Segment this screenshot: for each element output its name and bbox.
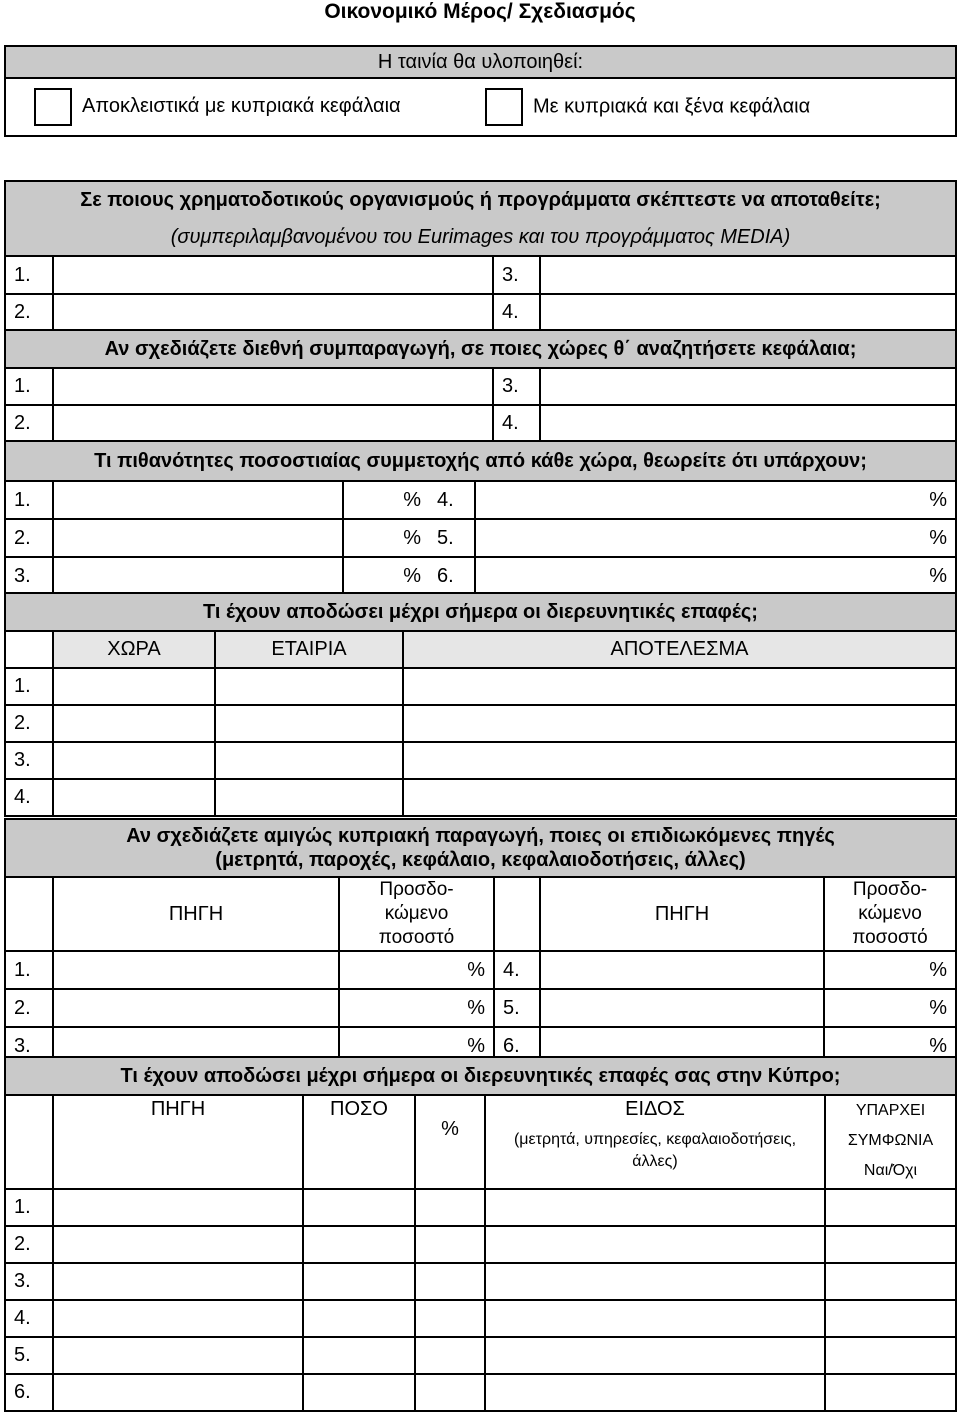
contacts-header-result: ΑΠΟΤΕΛΕΣΜΑ [403, 631, 956, 668]
pct-field-1[interactable] [53, 481, 343, 519]
sources-header-num-right [494, 877, 540, 951]
pct-num-1: 1. [5, 481, 53, 519]
cyprus-source-4[interactable] [53, 1300, 303, 1337]
contacts-result-1[interactable] [403, 668, 956, 705]
contacts-header-country: ΧΩΡΑ [53, 631, 215, 668]
pct-num-2: 2. [5, 519, 53, 557]
sources-num-2: 2. [5, 989, 53, 1027]
funding-table [4, 45, 957, 137]
cyprus-type-6[interactable] [485, 1374, 825, 1411]
sources-pct-2[interactable] [339, 989, 494, 1027]
cyprus-contacts-table [4, 1056, 957, 1412]
cyprus-header-agreement-2: ΣΥΜΦΩΝΙΑ [847, 1132, 934, 1149]
organisations-question: Σε ποιους χρηματοδοτικούς οργανισμούς ή προγράμματα σκέπτεστε να αποταθείτε; [5, 181, 956, 219]
contacts-header-num [5, 631, 53, 668]
cyprus-pct-1[interactable] [415, 1189, 485, 1226]
contacts-country-2[interactable] [53, 705, 215, 742]
cyprus-type-4[interactable] [485, 1300, 825, 1337]
sources-num-1: 1. [5, 951, 53, 989]
cyprus-num-5: 5. [5, 1337, 53, 1374]
pct-field-6[interactable] [475, 557, 956, 595]
cyprus-amount-1[interactable] [303, 1189, 415, 1226]
cyprus-amount-3[interactable] [303, 1263, 415, 1300]
cyprus-type-1[interactable] [485, 1189, 825, 1226]
sources-source-2[interactable] [53, 989, 339, 1027]
contacts-country-1[interactable] [53, 668, 215, 705]
sources-pct-sign-2: % [467, 996, 485, 1019]
pct-sign-6: % [929, 564, 947, 587]
pct-field-5[interactable] [475, 519, 956, 557]
coprod-num-4: 4. [493, 405, 540, 441]
cyprus-header-agreement-1: ΥΠΑΡΧΕΙ [855, 1102, 926, 1119]
pct-sign-2: % [343, 519, 429, 557]
contacts-company-2[interactable] [215, 705, 403, 742]
sources-pct-sign-6: % [929, 1034, 947, 1057]
cyprus-header-type-label: ΕΙΔΟΣ [625, 1098, 685, 1120]
sources-question-line2: (μετρητά, παροχές, κεφάλαιο, κεφαλαιοδοτήσεις, άλλες) [215, 849, 746, 871]
sources-source-1[interactable] [53, 951, 339, 989]
contacts-question: Τι έχουν αποδώσει μέχρι σήμερα οι διερευνητικές επαφές; [5, 593, 956, 631]
contacts-table [4, 592, 957, 817]
cyprus-agreement-2[interactable] [825, 1226, 956, 1263]
cyprus-contacts-question: Τι έχουν αποδώσει μέχρι σήμερα οι διερευνητικές επαφές σας στην Κύπρο; [5, 1057, 956, 1095]
cyprus-header-type [485, 1095, 825, 1189]
page-title: Οικονομικό Μέρος/ Σχεδιασμός [324, 0, 636, 23]
cyprus-pct-4[interactable] [415, 1300, 485, 1337]
cyprus-source-6[interactable] [53, 1374, 303, 1411]
contacts-company-3[interactable] [215, 742, 403, 779]
contacts-country-3[interactable] [53, 742, 215, 779]
org-field-4[interactable] [540, 294, 956, 330]
cyprus-pct-2[interactable] [415, 1226, 485, 1263]
cyprus-pct-5[interactable] [415, 1337, 485, 1374]
contacts-header-company: ΕΤΑΙΡΙΑ [215, 631, 403, 668]
cyprus-type-5[interactable] [485, 1337, 825, 1374]
sources-header-source-left: ΠΗΓΗ [53, 877, 339, 951]
cyprus-agreement-4[interactable] [825, 1300, 956, 1337]
org-num-4: 4. [493, 294, 540, 330]
cyprus-num-2: 2. [5, 1226, 53, 1263]
org-field-2[interactable] [53, 294, 493, 330]
cyprus-type-3[interactable] [485, 1263, 825, 1300]
org-field-1[interactable] [53, 256, 493, 294]
pct-num-3: 3. [5, 557, 53, 595]
pct-field-4[interactable] [475, 481, 956, 519]
coproduction-table [4, 329, 957, 442]
contacts-num-4: 4. [5, 779, 53, 816]
sources-num-5: 5. [494, 989, 540, 1027]
sources-pct-1[interactable] [339, 951, 494, 989]
sources-pct-sign-4: % [929, 958, 947, 981]
coprod-field-4[interactable] [540, 405, 956, 441]
coprod-field-2[interactable] [53, 405, 493, 441]
cyprus-header-source: ΠΗΓΗ [53, 1095, 303, 1189]
cyprus-source-1[interactable] [53, 1189, 303, 1226]
cyprus-num-1: 1. [5, 1189, 53, 1226]
contacts-num-2: 2. [5, 705, 53, 742]
sources-num-6: 6. [494, 1027, 540, 1065]
sources-header-source-right: ΠΗΓΗ [540, 877, 824, 951]
org-num-1: 1. [5, 256, 53, 294]
contacts-country-4[interactable] [53, 779, 215, 816]
percentages-table [4, 440, 957, 596]
cyprus-agreement-3[interactable] [825, 1263, 956, 1300]
pct-field-2[interactable] [53, 519, 343, 557]
cyprus-header-type-note: (μετρητά, υπηρεσίες, κεφαλαιοδοτήσεις, άλλες) [513, 1131, 797, 1170]
coprod-field-3[interactable] [540, 368, 956, 405]
sources-source-4[interactable] [540, 951, 824, 989]
cyprus-source-5[interactable] [53, 1337, 303, 1374]
cyprus-agreement-1[interactable] [825, 1189, 956, 1226]
pct-sign-5: % [929, 526, 947, 549]
cyprus-num-4: 4. [5, 1300, 53, 1337]
cyprus-header-agreement [825, 1095, 956, 1189]
sources-num-3: 3. [5, 1027, 53, 1065]
checkbox-cyprus-only[interactable] [34, 88, 72, 126]
cyprus-header-pct: % [415, 1095, 485, 1189]
pct-sign-4: % [929, 488, 947, 511]
organisations-subtitle: (συμπεριλαμβανομένου του Eurimages και του προγράμματος MEDIA) [5, 219, 956, 256]
sources-table [4, 818, 957, 1066]
cyprus-agreement-5[interactable] [825, 1337, 956, 1374]
pct-field-3[interactable] [53, 557, 343, 595]
cyprus-source-3[interactable] [53, 1263, 303, 1300]
sources-num-4: 4. [494, 951, 540, 989]
sources-pct-5[interactable] [824, 989, 956, 1027]
funding-option-cyprus-only[interactable]: Αποκλειστικά με κυπριακά κεφάλαια [34, 95, 401, 117]
sources-header-num-left [5, 877, 53, 951]
cyprus-header-agreement-3: Ναι/Όχι [863, 1162, 918, 1179]
org-num-2: 2. [5, 294, 53, 330]
pct-num-6: 6. [429, 557, 475, 595]
organisations-table [4, 180, 957, 331]
cyprus-agreement-6[interactable] [825, 1374, 956, 1411]
coprod-num-2: 2. [5, 405, 53, 441]
checkbox-cyprus-foreign[interactable] [485, 88, 523, 126]
cyprus-amount-5[interactable] [303, 1337, 415, 1374]
sources-header-pct-left: Προσδο-κώμενο ποσοστό [339, 877, 494, 951]
sources-question-line1: Αν σχεδιάζετε αμιγώς κυπριακή παραγωγή, ποιες οι επιδιωκόμενες πηγές [126, 825, 835, 847]
org-field-3[interactable] [540, 256, 956, 294]
pct-num-5: 5. [429, 519, 475, 557]
contacts-result-4[interactable] [403, 779, 956, 816]
coprod-num-1: 1. [5, 368, 53, 405]
cyprus-pct-6[interactable] [415, 1374, 485, 1411]
contacts-company-1[interactable] [215, 668, 403, 705]
contacts-num-1: 1. [5, 668, 53, 705]
funding-heading: Η ταινία θα υλοποιηθεί: [5, 46, 956, 78]
contacts-result-3[interactable] [403, 742, 956, 779]
cyprus-amount-6[interactable] [303, 1374, 415, 1411]
sources-question [5, 819, 956, 877]
coprod-num-3: 3. [493, 368, 540, 405]
org-num-3: 3. [493, 256, 540, 294]
sources-pct-4[interactable] [824, 951, 956, 989]
coproduction-question: Αν σχεδιάζετε διεθνή συμπαραγωγή, σε ποιες χώρες θ΄ αναζητήσετε κεφάλαια; [5, 330, 956, 368]
sources-source-5[interactable] [540, 989, 824, 1027]
funding-options [5, 78, 956, 136]
sources-pct-sign-1: % [467, 958, 485, 981]
sources-header-pct-right: Προσδο-κώμενο ποσοστό [824, 877, 956, 951]
contacts-num-3: 3. [5, 742, 53, 779]
cyprus-header-num [5, 1095, 53, 1189]
pct-sign-3: % [343, 557, 429, 595]
pct-num-4: 4. [429, 481, 475, 519]
cyprus-amount-2[interactable] [303, 1226, 415, 1263]
sources-pct-sign-5: % [929, 996, 947, 1019]
sources-pct-sign-3: % [467, 1034, 485, 1057]
cyprus-pct-3[interactable] [415, 1263, 485, 1300]
cyprus-type-2[interactable] [485, 1226, 825, 1263]
funding-option-cyprus-foreign[interactable]: Με κυπριακά και ξένα κεφάλαια [485, 88, 810, 126]
percentages-question: Τι πιθανότητες ποσοστιαίας συμμετοχής από κάθε χώρα, θεωρείτε ότι υπάρχουν; [5, 441, 956, 481]
cyprus-num-6: 6. [5, 1374, 53, 1411]
pct-sign-1: % [343, 481, 429, 519]
coprod-field-1[interactable] [53, 368, 493, 405]
contacts-result-2[interactable] [403, 705, 956, 742]
cyprus-header-amount: ΠΟΣΟ [303, 1095, 415, 1189]
contacts-company-4[interactable] [215, 779, 403, 816]
cyprus-source-2[interactable] [53, 1226, 303, 1263]
cyprus-num-3: 3. [5, 1263, 53, 1300]
cyprus-amount-4[interactable] [303, 1300, 415, 1337]
